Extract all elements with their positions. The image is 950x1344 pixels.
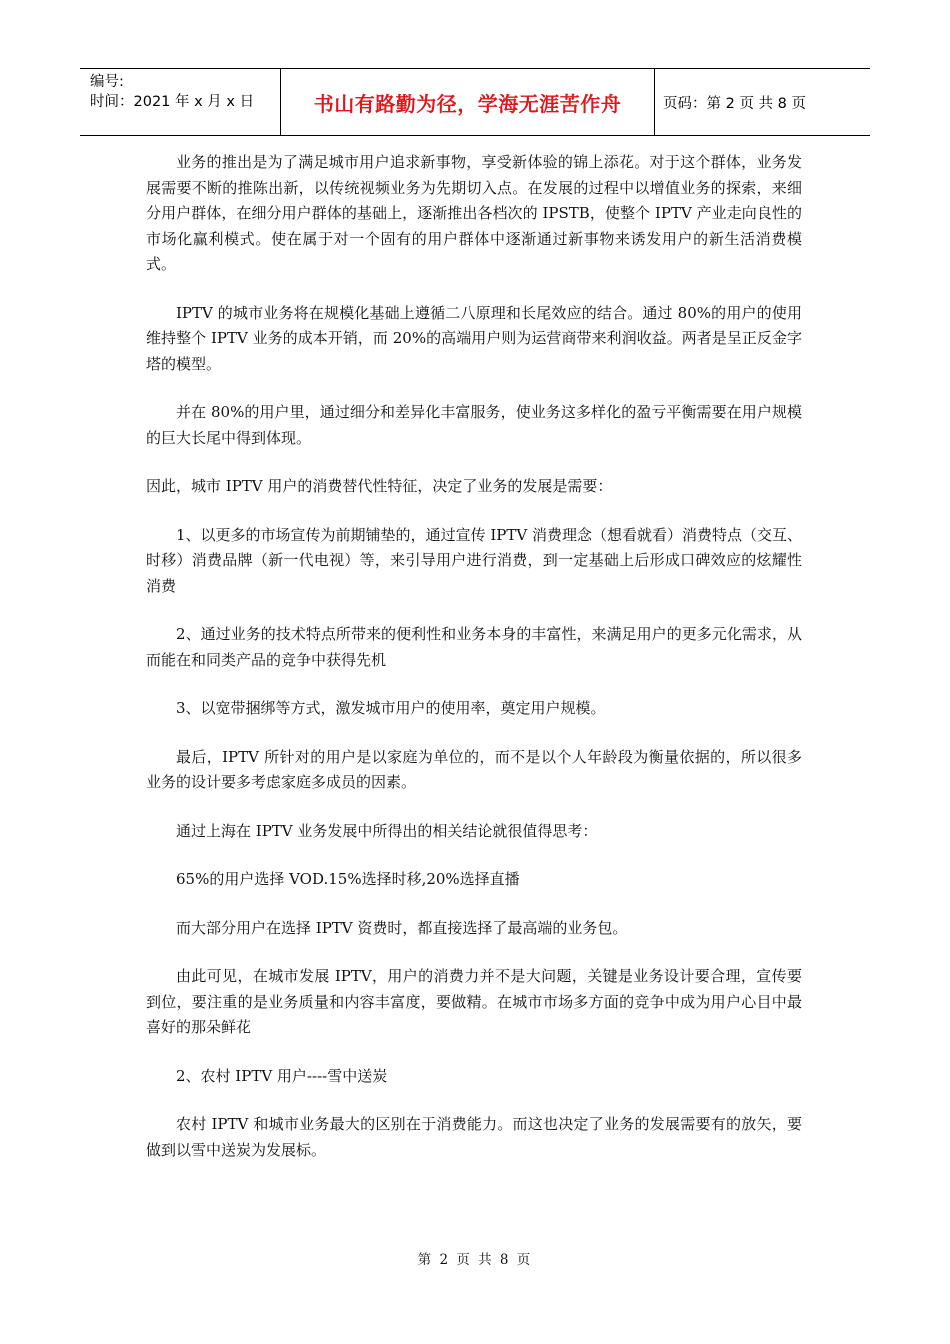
body-paragraph: 2、通过业务的技术特点所带来的便利性和业务本身的丰富性，来满足用户的更多元化需求，从而能在和同类产品的竞争中获得先机 xyxy=(146,625,802,669)
body-paragraph: IPTV 的城市业务将在规模化基础上遵循二八原理和长尾效应的结合。通过 80%的用户的使用维持整个 IPTV 业务的成本开销，而 20%的高端用户则为运营商带来利润收益。两者是呈正反金字塔的模型。 xyxy=(146,303,802,373)
body-paragraph: 而大部分用户在选择 IPTV 资费时，都直接选择了最高端的业务包。 xyxy=(176,918,628,937)
header-page-info: 页码：第 2 页 共 8 页 xyxy=(663,95,806,112)
body-paragraph: 由此可见，在城市发展 IPTV，用户的消费力并不是大问题，关键是业务设计要合理，宣传要到位，要注重的是业务质量和内容丰富度，要做精。在城市市场多方面的竞争中成为用户心目中最喜好的那朵鲜花 xyxy=(146,967,802,1036)
body-paragraph: 2、农村 IPTV 用户----雪中送炭 xyxy=(176,1066,388,1085)
body-paragraph: 通过上海在 IPTV 业务发展中所得出的相关结论就很值得思考： xyxy=(176,821,598,840)
header-motto: 书山有路勤为径，学海无涯苦作舟 xyxy=(281,69,655,135)
body-paragraph: 65%的用户选择 VOD.15%选择时移,20%选择直播 xyxy=(176,870,520,888)
page-footer: 第 2 页 共 8 页 xyxy=(417,1252,533,1268)
document-time-label: 时间：2021 年 x 月 x 日 xyxy=(90,94,255,110)
header-meta xyxy=(80,69,281,135)
body-paragraph: 1、以更多的市场宣传为前期铺垫的，通过宣传 IPTV 消费理念（想看就看）消费特点（交互、时移）消费品牌（新一代电视）等，来引导用户进行消费，到一定基础上后形成口碑效应的炫耀性消费 xyxy=(146,525,802,595)
body-paragraph: 因此，城市 IPTV 用户的消费替代性特征，决定了业务的发展是需要： xyxy=(146,477,613,495)
body-paragraph: 农村 IPTV 和城市业务最大的区别在于消费能力。而这也决定了业务的发展需要有的放矢，要做到以雪中送炭为发展标。 xyxy=(146,1115,802,1159)
body-paragraph: 3、以宽带捆绑等方式，激发城市用户的使用率，奠定用户规模。 xyxy=(176,699,606,717)
body-paragraph: 业务的推出是为了满足城市用户追求新事物，享受新体验的锦上添花。对于这个群体，业务发展需要不断的推陈出新，以传统视频业务为先期切入点。在发展的过程中以增值业务的探索，来细分用户群体，在细分用户群体的基础上，逐渐推出各档次的 IPSTB，使整个 IPTV 产业走向良性的市场化赢利模式。使在属于对一个固有的用户群体中逐渐通过新事物来诱发用户的新生活消费模式。 xyxy=(146,153,802,273)
page-header xyxy=(80,68,870,136)
document-body xyxy=(146,150,802,1186)
body-paragraph: 最后，IPTV 所针对的用户是以家庭为单位的，而不是以个人年龄段为衡量依据的，所以很多业务的设计要多考虑家庭多成员的因素。 xyxy=(146,747,802,791)
body-paragraph: 并在 80%的用户里，通过细分和差异化丰富服务，使业务这多样化的盈亏平衡需要在用户规模的巨大长尾中得到体现。 xyxy=(146,403,802,447)
document-number-label: 编号: xyxy=(90,74,124,90)
